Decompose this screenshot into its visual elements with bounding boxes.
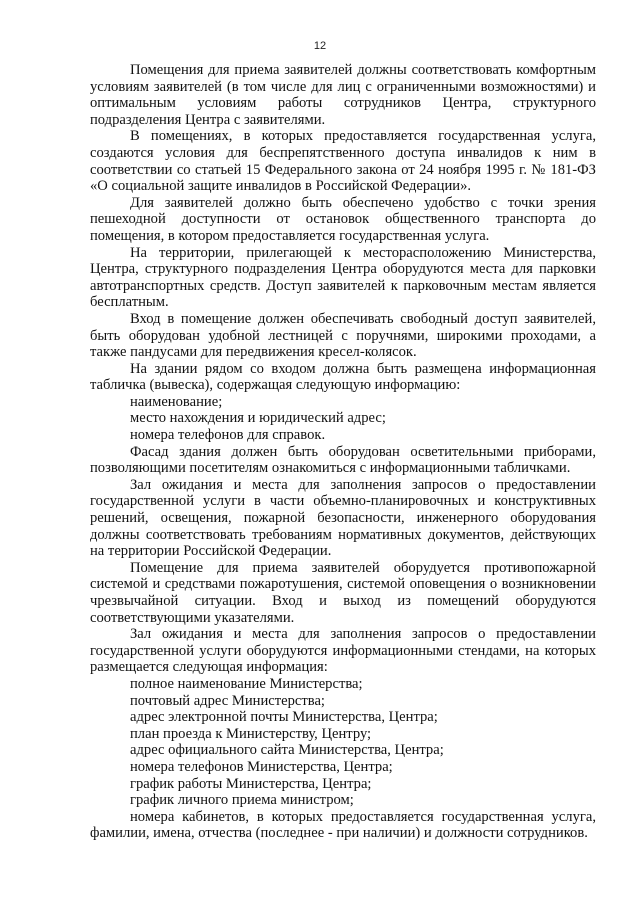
list-item: адрес официального сайта Министерства, Центра; [130, 742, 444, 759]
paragraph: На здании рядом со входом должна быть размещена информационная табличка (вывеска), содержащая следующую информацию: [90, 360, 596, 394]
paragraph: Вход в помещение должен обеспечивать свободный доступ заявителей, быть оборудован удобной лестницей с поручнями, широкими проходами, а также пандусами для передвижения кресел-колясок. [90, 310, 596, 361]
list-item: график работы Министерства, Центра; [130, 775, 372, 792]
paragraph: В помещениях, в которых предоставляется государственная услуга, создаются условия для беспрепятственного доступа инвалидов к ним в соответствии со статьей 15 Федерального закона от 24 ноября 1995 г. № 181-ФЗ «О социальной защите инвалидов в Российской Федерации». [90, 128, 596, 195]
list-item: почтовый адрес Министерства; [130, 692, 325, 709]
paragraph: Зал ожидания и места для заполнения запросов о предоставлении государственной услуги в части объемно-планировочных и конструктивных решений, освещения, пожарной безопасности, инженерного оборудования должны соответствовать требованиям нормативных документов, действующих на территории Российской Федерации. [90, 476, 596, 560]
paragraph: Помещение для приема заявителей оборудуется противопожарной системой и средствами пожаротушения, системой оповещения о возникновении чрезвычайной ситуации. Вход и выход из помещений оборудуются соответствующими указателями. [90, 559, 596, 626]
paragraph: Для заявителей должно быть обеспечено удобство с точки зрения пешеходной доступности от остановок общественного транспорта до помещения, в котором предоставляется государственная услуга. [90, 194, 596, 244]
paragraph: На территории, прилегающей к месторасположению Министерства, Центра, структурного подразделения Центра оборудуются места для парковки автотранспортных средств. Доступ заявителей к парковочным местам является бесплатным. [90, 244, 596, 311]
list-item: место нахождения и юридический адрес; [130, 410, 386, 427]
paragraph: Помещения для приема заявителей должны соответствовать комфортным условиям заявителей (в том числе для лиц с ограниченными возможностями) и оптимальным условиям работы сотрудников Центра, структурного подразделения Центра с заявителями. [90, 62, 596, 128]
document-body [90, 62, 596, 842]
list-item: номера телефонов для справок. [130, 427, 326, 444]
paragraph: Зал ожидания и места для заполнения запросов о предоставлении государственной услуги оборудуются информационными стендами, на которых размещается следующая информация: [90, 626, 596, 676]
list-item: полное наименование Министерства; [130, 675, 363, 692]
list-item: график личного приема министром; [130, 792, 354, 809]
paragraph: Фасад здания должен быть оборудован осветительными приборами, позволяющими посетителям ознакомиться с информационными табличками. [90, 443, 596, 477]
paragraph: номера кабинетов, в которых предоставляется государственная услуга, фамилии, имена, отчества (последнее - при наличии) и должности сотрудников. [90, 808, 596, 842]
list-item: план проезда к Министерству, Центру; [130, 725, 372, 742]
page-number: 12 [313, 40, 327, 52]
list-item: адрес электронной почты Министерства, Центра; [130, 709, 438, 726]
list-item: наименование; [130, 393, 223, 410]
list-item: номера телефонов Министерства, Центра; [130, 758, 393, 775]
